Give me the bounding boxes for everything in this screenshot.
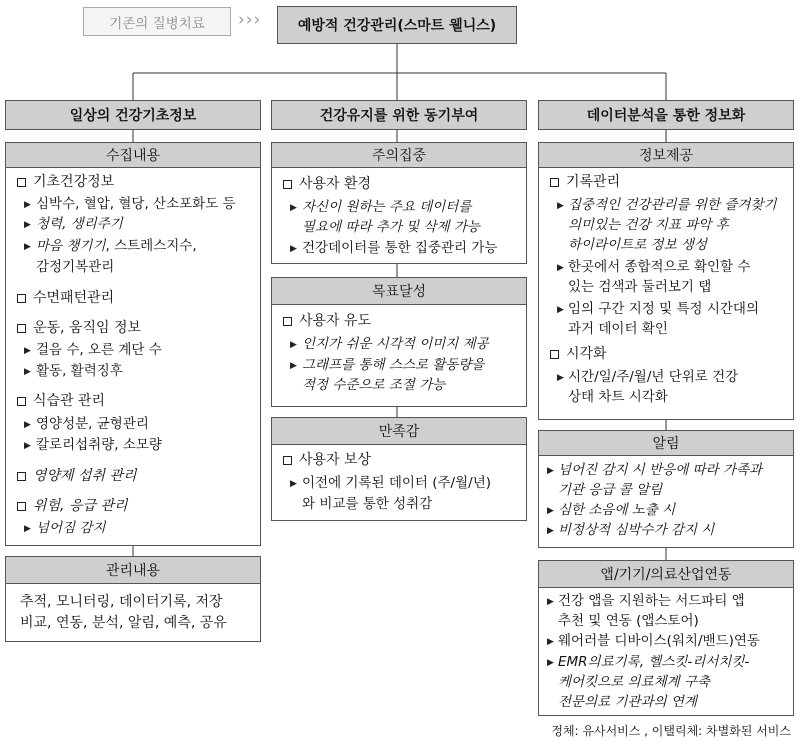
arrow-icon: ▶ <box>290 361 297 371</box>
arrow-icon: ▶ <box>24 200 31 210</box>
col3-sec3-title: 앱/기기/의료산업연동 <box>600 567 732 583</box>
checkbox-icon <box>17 397 26 406</box>
group-label: 사용자 환경 <box>299 176 372 192</box>
list-item-regular: , 스트레스지수, <box>105 238 197 254</box>
group-label: 시각화 <box>566 346 607 362</box>
col3-sec1-title-box <box>538 142 794 168</box>
checkbox-icon <box>17 502 26 511</box>
list-item-continued: 추천 및 연동 (앱스토어) <box>558 613 699 629</box>
list-item-continued: 상태 차트 시각화 <box>568 389 668 405</box>
arrow-icon: ▶ <box>24 346 31 356</box>
checkbox-icon <box>17 294 26 303</box>
checkbox-icon <box>283 456 292 465</box>
existing-treatment-box <box>83 7 231 36</box>
chevron-arrows: ››› <box>238 10 262 30</box>
list-item: 이전에 기록된 데이터 (주/월/년) <box>302 475 491 491</box>
management-line: 비교, 연동, 분석, 알림, 예측, 공유 <box>20 615 227 631</box>
col2-header-label: 건강유지를 위한 동기부여 <box>319 108 479 124</box>
list-item: 넘어진 감지 시 반응에 따라 가족과 <box>558 462 763 478</box>
list-item: 영양성분, 균형관리 <box>36 416 149 432</box>
existing-treatment-label: 기존의 질병치료 <box>109 15 205 32</box>
arrow-icon: ▶ <box>557 201 564 211</box>
list-item-continued: 하이라이트로 정보 생성 <box>568 237 707 253</box>
arrow-icon: ▶ <box>547 597 554 607</box>
col2-sec1-title: 주의집중 <box>371 148 427 164</box>
list-item-continued: 의미있는 건강 지표 파악 후 <box>568 217 729 233</box>
col3-sec2-title: 알림 <box>652 436 680 452</box>
arrow-icon: ▶ <box>547 526 554 536</box>
arrow-icon: ▶ <box>547 466 554 476</box>
arrow-icon: ▶ <box>24 441 31 451</box>
list-item: 넘어짐 감지 <box>36 520 106 536</box>
arrow-icon: ▶ <box>557 373 564 383</box>
list-item: 건강데이터를 통한 집중관리 가능 <box>302 240 498 256</box>
group-label: 식습관 관리 <box>33 393 106 409</box>
arrow-icon: ▶ <box>547 637 554 647</box>
arrow-icon: ▶ <box>557 305 564 315</box>
col2-sec3-title-box <box>271 417 527 445</box>
list-item: 건강 앱을 지원하는 서드파티 앱 <box>558 593 745 609</box>
col3-sec2-title-box <box>538 430 794 456</box>
list-item-continued: 기관 응급 콜 알림 <box>558 482 663 498</box>
arrow-icon: ▶ <box>24 220 31 230</box>
list-item: 비정상적 심박수가 감지 시 <box>558 522 715 538</box>
arrow-icon: ▶ <box>547 658 554 668</box>
group-label: 기초건강정보 <box>33 174 115 190</box>
arrow-icon: ▶ <box>24 242 31 252</box>
list-item-continued: 필요에 따라 추가 및 삭제 가능 <box>302 219 480 235</box>
footnote: 정체: 유사서비스 , 이탤릭체: 차별화된 서비스 <box>551 724 791 738</box>
arrow-icon: ▶ <box>290 203 297 213</box>
list-item-continued: 있는 검색과 둘러보기 탭 <box>568 279 712 295</box>
col2-sec2-title-box <box>271 277 527 305</box>
list-item-continued: 전문의료 기관과의 연계 <box>558 694 697 710</box>
list-item: 집중적인 건강관리를 위한 즐겨찾기 <box>568 197 777 213</box>
group-label: 사용자 유도 <box>299 313 372 329</box>
list-item: 인지가 쉬운 시각적 이미지 제공 <box>302 336 489 352</box>
checkbox-icon <box>283 317 292 326</box>
col1-header <box>5 100 261 130</box>
arrow-icon: ▶ <box>24 367 31 377</box>
list-item-continued: 케어킷으로 의료체계 구축 <box>558 674 711 690</box>
col2-sec2-title: 목표달성 <box>371 284 427 300</box>
arrow-icon: ▶ <box>547 506 554 516</box>
list-item-italic: 마음 챙기기 <box>36 238 106 254</box>
list-item-continued: 과거 데이터 확인 <box>568 321 668 337</box>
list-item: 심한 소음에 노출 시 <box>558 502 676 518</box>
arrow-icon: ▶ <box>24 524 31 534</box>
col3-sec3-title-box <box>538 560 794 588</box>
checkbox-icon <box>17 324 26 333</box>
checkbox-icon <box>17 472 26 481</box>
list-item: 심박수, 혈압, 혈당, 산소포화도 등 <box>36 196 236 212</box>
checkbox-icon <box>550 350 559 359</box>
col2-header <box>271 100 527 130</box>
top-title: 예방적 건강관리(스마트 웰니스) <box>297 18 497 34</box>
group-label: 수면패턴관리 <box>33 290 115 306</box>
arrow-icon: ▶ <box>557 263 564 273</box>
list-item: 자신이 원하는 주요 데이터를 <box>302 199 472 215</box>
arrow-icon: ▶ <box>290 340 297 350</box>
group-label: 사용자 보상 <box>299 452 372 468</box>
col1-header-label: 일상의 건강기초정보 <box>69 108 197 124</box>
checkbox-icon <box>550 178 559 187</box>
col2-sec3-title: 만족감 <box>378 424 420 440</box>
list-item <box>36 236 197 256</box>
list-item-continued: 감정기복관리 <box>36 259 115 275</box>
top-title-box <box>277 6 517 44</box>
list-item: 걸음 수, 오른 계단 수 <box>36 342 162 358</box>
list-item: 활동, 활력징후 <box>36 363 123 379</box>
col1-sec1-title-box <box>5 142 261 168</box>
list-item: 임의 구간 지정 및 특정 시간대의 <box>568 301 759 317</box>
arrow-icon: ▶ <box>24 420 31 430</box>
group-label: 운동, 움직임 정보 <box>33 320 142 336</box>
group-label: 기록관리 <box>566 174 621 190</box>
col3-header-label: 데이터분석을 통한 정보화 <box>586 108 746 124</box>
col3-sec1-title: 정보제공 <box>638 148 694 164</box>
management-line: 추적, 모니터링, 데이터기록, 저장 <box>20 594 223 610</box>
list-item-continued: 와 비교를 통한 성취감 <box>302 496 433 512</box>
list-item: 칼로리섭취량, 소모량 <box>36 437 162 453</box>
col1-sec1-title: 수집내용 <box>105 148 161 164</box>
col1-sec2-title-box <box>5 556 261 584</box>
list-item: 그래프를 통해 스스로 활동량을 <box>302 357 485 373</box>
group-label: 영양제 섭취 관리 <box>33 468 137 484</box>
arrow-icon: ▶ <box>290 244 297 254</box>
list-item: 청력, 생리주기 <box>36 216 123 232</box>
list-item: EMR의료기록, 헬스킷-리서치킷- <box>558 654 750 670</box>
checkbox-icon <box>283 180 292 189</box>
list-item: 한곳에서 종합적으로 확인할 수 <box>568 259 751 275</box>
checkbox-icon <box>17 178 26 187</box>
list-item-continued: 적정 수준으로 조절 가능 <box>302 377 446 393</box>
list-item: 웨어러블 디바이스(워치/밴드)연동 <box>558 633 760 649</box>
col2-sec1-title-box <box>271 142 527 168</box>
col1-sec2-title: 관리내용 <box>105 563 161 579</box>
col3-header <box>538 100 794 130</box>
list-item: 시간/일/주/월/년 단위로 건강 <box>568 369 739 385</box>
group-label: 위험, 응급 관리 <box>33 498 128 514</box>
arrow-icon: ▶ <box>290 479 297 489</box>
